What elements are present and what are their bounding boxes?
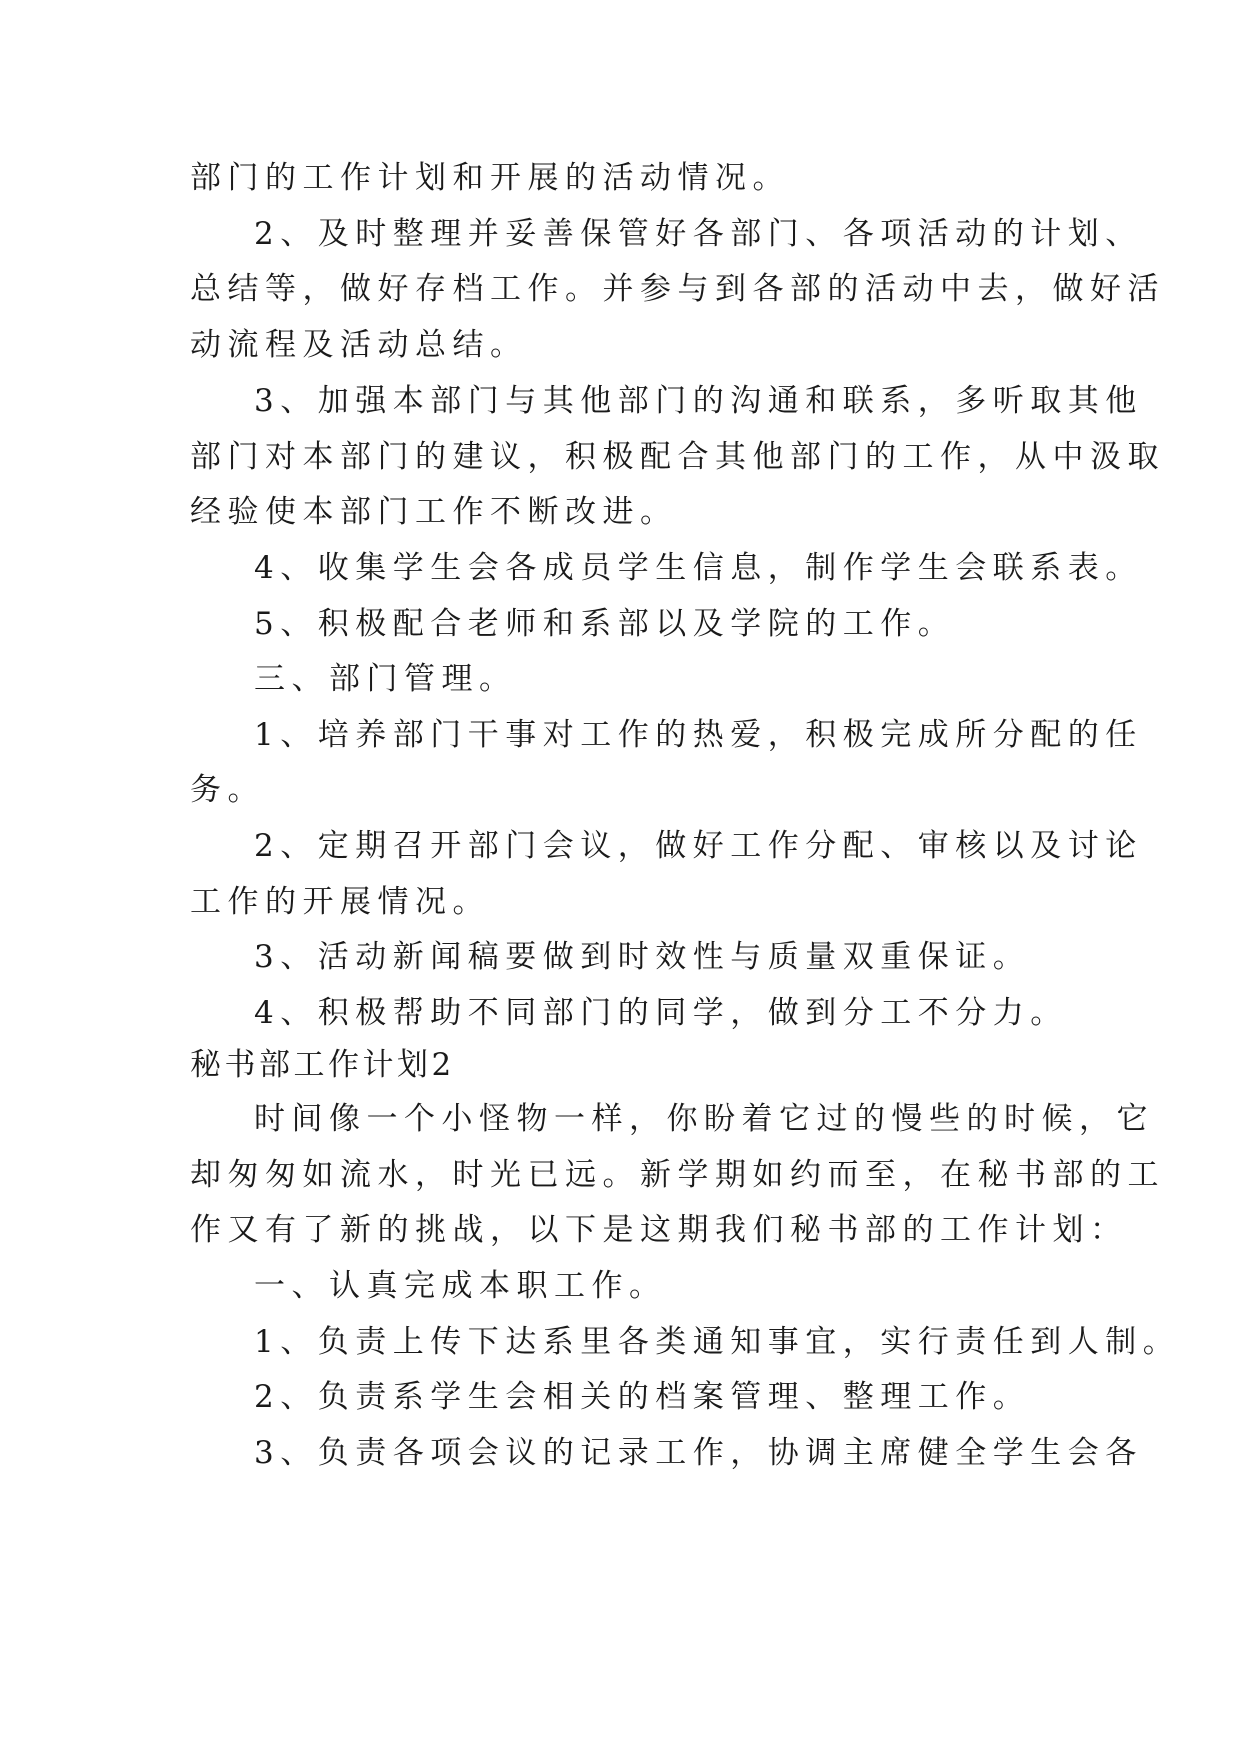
paragraph-line: 5、积极配合老师和系部以及学院的工作。 xyxy=(254,606,956,642)
paragraph-line: 3、加强本部门与其他部门的沟通和联系，多听取其他 xyxy=(254,383,1143,419)
paragraph-line: 务。 xyxy=(190,772,265,808)
paragraph-line: 2、及时整理并妥善保管好各部门、各项活动的计划、 xyxy=(254,216,1143,252)
paragraph-line: 作又有了新的挑战，以下是这期我们秘书部的工作计划： xyxy=(190,1212,1128,1248)
paragraph-line: 3、活动新闻稿要做到时效性与质量双重保证。 xyxy=(254,939,1031,975)
paragraph-line: 部门对本部门的建议，积极配合其他部门的工作，从中汲取 xyxy=(190,439,1165,475)
paragraph-line: 2、定期召开部门会议，做好工作分配、审核以及讨论 xyxy=(254,828,1143,864)
paragraph-line: 部门的工作计划和开展的活动情况。 xyxy=(190,160,790,196)
paragraph-line: 总结等，做好存档工作。并参与到各部的活动中去，做好活 xyxy=(190,271,1165,307)
paragraph-line: 2、负责系学生会相关的档案管理、整理工作。 xyxy=(254,1379,1031,1415)
paragraph-line: 动流程及活动总结。 xyxy=(190,327,528,363)
paragraph-line: 工作的开展情况。 xyxy=(190,884,490,920)
paragraph-line: 1、负责上传下达系里各类通知事宜，实行责任到人制。 xyxy=(254,1324,1181,1360)
paragraph-line: 4、收集学生会各成员学生信息，制作学生会联系表。 xyxy=(254,550,1143,586)
paragraph-line: 4、积极帮助不同部门的同学，做到分工不分力。 xyxy=(254,995,1068,1031)
paragraph-line: 却匆匆如流水，时光已远。新学期如约而至，在秘书部的工 xyxy=(190,1157,1165,1193)
paragraph-line: 1、培养部门干事对工作的热爱，积极完成所分配的任 xyxy=(254,717,1143,753)
section-heading: 一、认真完成本职工作。 xyxy=(254,1268,667,1304)
paragraph-line: 经验使本部门工作不断改进。 xyxy=(190,494,678,530)
document-title: 秘书部工作计划2 xyxy=(190,1047,455,1083)
paragraph-line: 3、负责各项会议的记录工作，协调主席健全学生会各 xyxy=(254,1435,1143,1471)
section-heading: 三、部门管理。 xyxy=(254,661,517,697)
paragraph-line: 时间像一个小怪物一样，你盼着它过的慢些的时候，它 xyxy=(254,1101,1154,1137)
